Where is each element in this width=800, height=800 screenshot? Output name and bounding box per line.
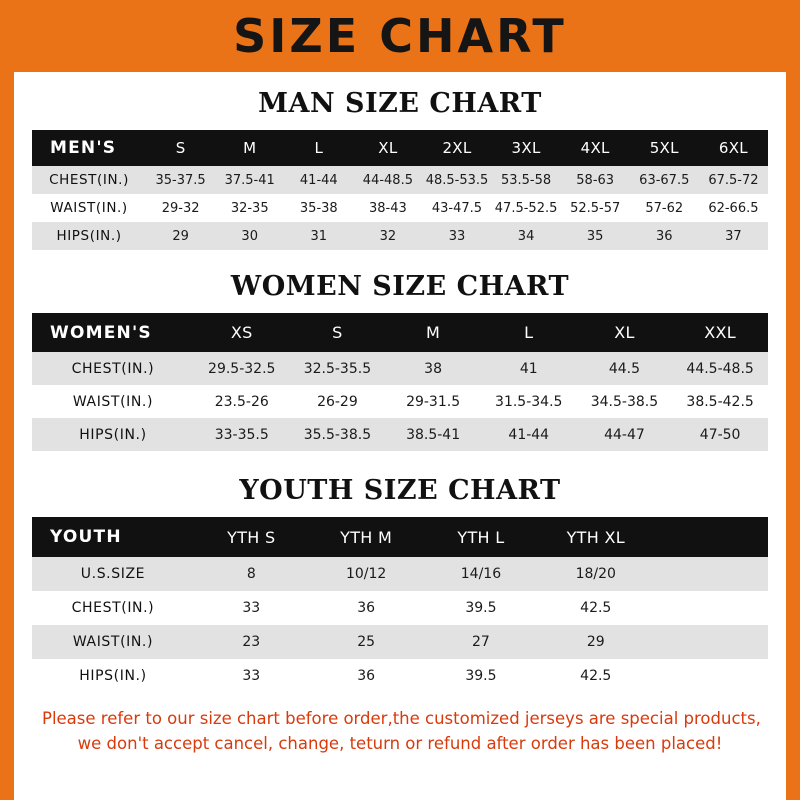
cell: 35-37.5	[155, 172, 206, 188]
footer-line-2: we don't accept cancel, change, teturn or refund after order has been placed!	[77, 733, 723, 753]
cell: 33	[242, 600, 261, 616]
table-row	[32, 557, 768, 591]
cell: 35-38	[299, 200, 338, 216]
cell: 38-43	[369, 200, 407, 216]
cell: 26-29	[317, 393, 358, 410]
cell: 37	[725, 228, 742, 244]
header-label: MEN'S	[50, 138, 117, 158]
cell: 38	[424, 360, 442, 377]
cell: 63-67.5	[639, 172, 690, 188]
youth-section-title: YOUTH SIZE CHART	[239, 475, 561, 506]
column-header: XXL	[704, 323, 736, 342]
cell: 8	[246, 566, 256, 582]
women-section-title: WOMEN SIZE CHART	[230, 271, 570, 302]
cell: 38.5-42.5	[686, 393, 754, 410]
cell: 29	[172, 228, 189, 244]
cell: 23.5-26	[214, 393, 269, 410]
cell: 62-66.5	[708, 200, 759, 216]
cell: 52.5-57	[570, 200, 621, 216]
cell: 36	[357, 668, 376, 684]
cell: 14/16	[460, 566, 502, 582]
cell: 32.5-35.5	[303, 360, 372, 377]
table-header-row	[32, 313, 768, 352]
table-row	[32, 352, 768, 385]
banner	[0, 0, 800, 72]
row-label: HIPS(IN.)	[79, 668, 147, 684]
cell: 33	[242, 668, 261, 684]
man-size-table	[32, 130, 768, 250]
cell: 39.5	[465, 668, 497, 684]
header-label: WOMEN'S	[50, 322, 152, 343]
cell: 18/20	[575, 566, 616, 582]
cell: 58-63	[576, 172, 615, 188]
youth-size-table	[32, 517, 768, 693]
row-label: WAIST(IN.)	[72, 393, 154, 410]
cell: 38.5-41	[406, 426, 461, 443]
content	[14, 88, 786, 757]
cell: 42.5	[580, 668, 612, 684]
column-header: YTH L	[457, 527, 505, 547]
cell: 29-32	[161, 200, 200, 216]
cell: 33	[448, 228, 466, 244]
column-header: YTH M	[340, 527, 393, 547]
cell: 44.5-48.5	[686, 360, 754, 377]
table-row	[32, 194, 768, 222]
cell: 10/12	[345, 566, 387, 582]
column-header: M	[243, 139, 257, 157]
cell: 39.5	[465, 600, 497, 616]
cell: 35	[586, 228, 604, 244]
cell: 43-47.5	[431, 200, 483, 216]
cell: 47-50	[699, 426, 741, 443]
cell-empty	[653, 591, 768, 625]
footer-line-1: Please refer to our size chart before order,the customized jerseys are special products,	[42, 709, 761, 728]
cell: 25	[357, 634, 376, 650]
cell: 31	[310, 228, 328, 244]
row-label: WAIST(IN.)	[50, 200, 128, 216]
row-label: CHEST(IN.)	[71, 360, 155, 377]
cell: 48.5-53.5	[425, 172, 489, 188]
row-label: CHEST(IN.)	[71, 600, 155, 616]
header-label: YOUTH	[50, 527, 122, 547]
cell-empty	[653, 557, 768, 591]
table-row	[32, 385, 768, 418]
cell-empty	[653, 625, 768, 659]
column-header: S	[332, 323, 343, 342]
cell: 31.5-34.5	[495, 393, 563, 410]
column-header: 5XL	[649, 139, 679, 157]
cell: 53.5-58	[500, 172, 552, 188]
cell: 32	[379, 228, 397, 244]
column-header: YTH XL	[566, 527, 625, 547]
column-header: XS	[230, 323, 253, 342]
column-header: 2XL	[442, 139, 472, 157]
cell: 41-44	[299, 172, 338, 188]
cell: 36	[357, 600, 376, 616]
cell-empty	[653, 659, 768, 693]
cell: 41	[519, 360, 538, 377]
table-row	[32, 591, 768, 625]
cell: 42.5	[580, 600, 612, 616]
table-header-row	[32, 517, 768, 557]
table-row	[32, 222, 768, 250]
cell: 29-31.5	[406, 393, 461, 410]
cell: 30	[241, 228, 258, 244]
row-label: WAIST(IN.)	[72, 634, 154, 650]
column-header: 6XL	[718, 139, 748, 157]
cell: 34	[517, 228, 535, 244]
cell: 29	[586, 634, 605, 650]
column-header: L	[524, 323, 534, 342]
column-header: 3XL	[511, 139, 541, 157]
column-header-empty	[653, 517, 768, 557]
cell: 57-62	[645, 200, 684, 216]
column-header: L	[314, 139, 324, 157]
cell: 44-48.5	[362, 172, 413, 188]
cell: 27	[472, 634, 490, 650]
cell: 44.5	[608, 360, 641, 377]
cell: 23	[242, 634, 261, 650]
cell: 67.5-72	[708, 172, 759, 188]
footer-note	[32, 707, 768, 757]
row-label: CHEST(IN.)	[49, 172, 129, 188]
column-header: XL	[378, 139, 398, 157]
cell: 33-35.5	[214, 426, 269, 443]
table-row	[32, 659, 768, 693]
row-label: U.S.SIZE	[80, 566, 146, 582]
man-section-title: MAN SIZE CHART	[258, 88, 542, 119]
cell: 35.5-38.5	[303, 426, 372, 443]
table-row	[32, 418, 768, 451]
cell: 32-35	[230, 200, 269, 216]
cell: 36	[655, 228, 673, 244]
column-header: 4XL	[580, 139, 610, 157]
table-row	[32, 625, 768, 659]
row-label: HIPS(IN.)	[56, 228, 122, 244]
women-size-table	[32, 313, 768, 451]
table-header-row	[32, 130, 768, 166]
table-row	[32, 166, 768, 194]
cell: 34.5-38.5	[590, 393, 659, 410]
cell: 29.5-32.5	[208, 360, 276, 377]
column-header: YTH S	[227, 527, 276, 547]
column-header: M	[426, 323, 441, 342]
column-header: S	[175, 139, 186, 157]
cell: 37.5-41	[224, 172, 275, 188]
column-header: XL	[614, 323, 635, 342]
cell: 47.5-52.5	[494, 200, 558, 216]
page-title: SIZE CHART	[233, 9, 567, 63]
cell: 41-44	[508, 426, 550, 443]
cell: 44-47	[604, 426, 645, 443]
row-label: HIPS(IN.)	[79, 426, 147, 443]
